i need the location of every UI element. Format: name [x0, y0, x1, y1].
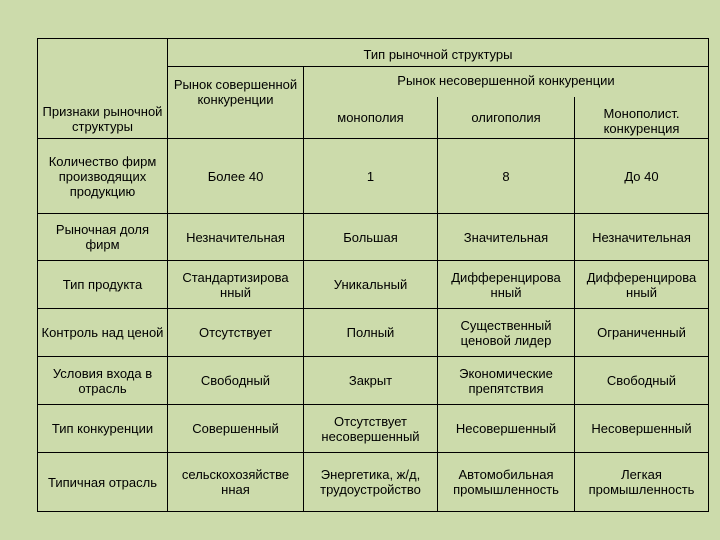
monopoly-cell: Уникальный	[304, 261, 438, 309]
oligopoly-cell: 8	[438, 139, 575, 214]
market-type-header-cell	[168, 39, 709, 67]
market-structure-table	[37, 38, 709, 512]
perfect-cell: Более 40	[168, 139, 304, 214]
row-label: Рыночная доля фирм	[38, 214, 168, 261]
table-row	[38, 214, 709, 261]
oligopoly-cell: Экономические препятствия	[438, 357, 575, 405]
table-row	[38, 405, 709, 453]
table-row	[38, 453, 709, 512]
corner-header-cell	[38, 39, 168, 139]
monopoly-cell: Полный	[304, 309, 438, 357]
monopolistic-cell: Свободный	[575, 357, 709, 405]
row-label: Тип продукта	[38, 261, 168, 309]
oligopoly-cell: Автомобильная промышленность	[438, 453, 575, 512]
row-label: Контроль над ценой	[38, 309, 168, 357]
imperfect-competition-header: Рынок несовершенной конкуренции	[397, 73, 615, 88]
perfect-competition-header-cell	[168, 67, 304, 139]
monopoly-cell: 1	[304, 139, 438, 214]
perfect-cell: Стандартизирова нный	[168, 261, 304, 309]
table-row	[38, 357, 709, 405]
row-label: Условия входа в отрасль	[38, 357, 168, 405]
monopolistic-header-cell	[575, 97, 709, 139]
monopolistic-cell: Легкая промышленность	[575, 453, 709, 512]
imperfect-competition-header-cell	[304, 67, 709, 97]
monopolistic-cell: Незначительная	[575, 214, 709, 261]
perfect-competition-header: Рынок совершенной конкуренции	[173, 77, 298, 107]
monopolistic-header: Монополист. конкуренция	[603, 105, 680, 136]
table-row	[38, 139, 709, 214]
oligopoly-header: олигополия	[471, 109, 541, 125]
row-label: Тип конкуренции	[38, 405, 168, 453]
monopoly-cell: Закрыт	[304, 357, 438, 405]
monopoly-header-cell	[304, 97, 438, 139]
table-row	[38, 261, 709, 309]
row-label: Количество фирм производящих продукцию	[38, 139, 168, 214]
monopolistic-cell: Ограниченный	[575, 309, 709, 357]
row-label: Типичная отрасль	[38, 453, 168, 512]
monopolistic-cell: Несовершенный	[575, 405, 709, 453]
oligopoly-cell: Существенный ценовой лидер	[438, 309, 575, 357]
oligopoly-cell: Значительная	[438, 214, 575, 261]
market-type-header: Тип рыночной структуры	[363, 46, 513, 62]
monopoly-cell: Большая	[304, 214, 438, 261]
monopoly-cell: Отсутствует несовершенный	[304, 405, 438, 453]
oligopoly-cell: Несовершенный	[438, 405, 575, 453]
perfect-cell: сельскохозяйстве нная	[168, 453, 304, 512]
table-row	[38, 309, 709, 357]
perfect-cell: Незначительная	[168, 214, 304, 261]
corner-header: Признаки рыночной структуры	[42, 104, 163, 134]
monopolistic-cell: До 40	[575, 139, 709, 214]
perfect-cell: Совершенный	[168, 405, 304, 453]
monopoly-header: монополия	[337, 109, 404, 125]
perfect-cell: Отсутствует	[168, 309, 304, 357]
oligopoly-cell: Дифференцирова нный	[438, 261, 575, 309]
oligopoly-header-cell	[438, 97, 575, 139]
perfect-cell: Свободный	[168, 357, 304, 405]
monopoly-cell: Энергетика, ж/д, трудоустройство	[304, 453, 438, 512]
monopolistic-cell: Дифференцирова нный	[575, 261, 709, 309]
